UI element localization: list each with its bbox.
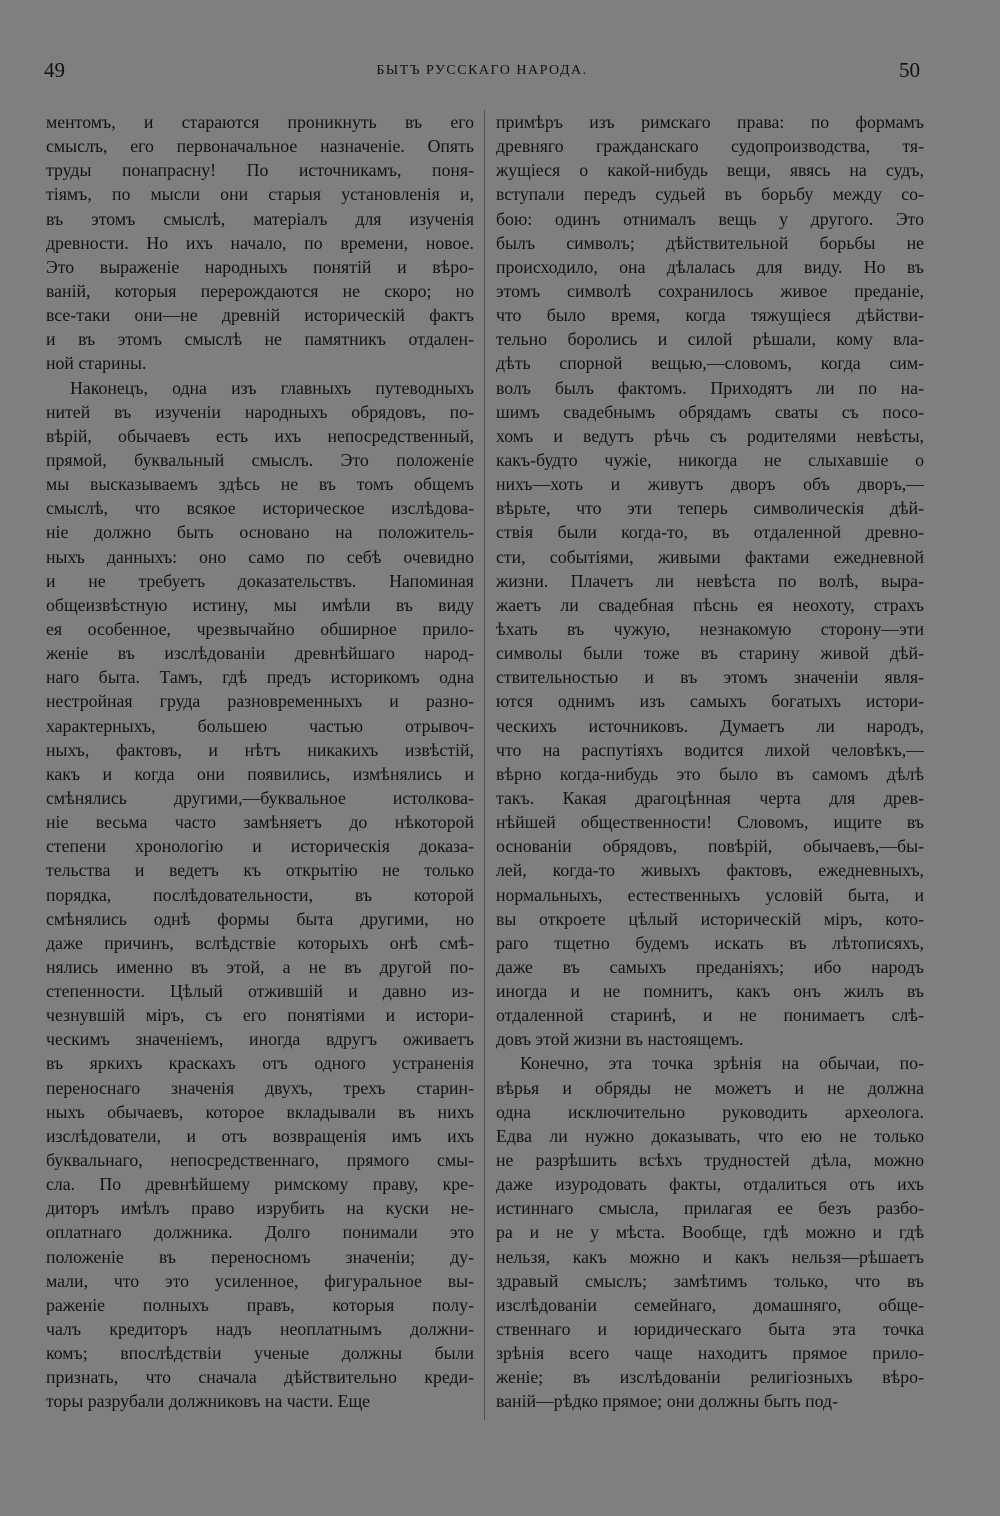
text-line: иногда и не помнитъ, какъ онъ жилъ въ xyxy=(496,981,924,1002)
text-line: не разрѣшить всѣхъ трудностей дѣла, можно xyxy=(496,1150,924,1171)
text-line: былъ символъ; дѣйствительной борьбы не xyxy=(496,232,924,253)
left-text-column xyxy=(46,110,474,1414)
text-line: ныхъ данныхъ: оно само по себѣ очевидно xyxy=(46,546,474,567)
text-line: ственнаго и юридическаго быта эта точка xyxy=(496,1319,924,1340)
text-line: такъ. Какая драгоцѣнная черта для древ- xyxy=(496,787,924,808)
text-line: вѣрій, обычаевъ есть ихъ непосредственный, xyxy=(46,425,474,446)
text-line: ея особенное, чрезвычайно обширное прило- xyxy=(46,618,474,639)
text-line: лей, когда-то живыхъ фактовъ, ежедневныхъ, xyxy=(496,860,924,881)
text-line: мали, что это усиленное, фигуральное вы- xyxy=(46,1270,474,1291)
text-line: раженіе полныхъ правъ, которыя полу- xyxy=(46,1294,474,1315)
text-line: тельно боролись и силой рѣшали, кому вла- xyxy=(496,329,924,350)
text-line: ются однимъ изъ самыхъ богатыхъ истори- xyxy=(496,691,924,712)
text-line: ваній, которыя перерождаются не скоро; но xyxy=(46,280,474,301)
text-line: смѣнялись другими,—буквальное истолкова- xyxy=(46,787,474,808)
text-line: нормальныхъ, естественныхъ условій быта, и xyxy=(496,884,924,905)
text-line: и не требуетъ доказательствъ. Напоминая xyxy=(46,570,474,591)
text-line: нѣйшей общественности! Словомъ, ищите въ xyxy=(496,812,924,833)
text-line: оплатнаго должника. Долго понимали это xyxy=(46,1222,474,1243)
text-line: бою: одинъ отнималъ вещь у другого. Это xyxy=(496,208,924,229)
page-header xyxy=(44,58,920,84)
text-line: признать, что сначала дѣйствительно креди- xyxy=(46,1367,474,1388)
text-line: положеніе въ переносномъ значеніи; ду- xyxy=(46,1246,474,1267)
text-line: одна исключительно руководить археолога. xyxy=(496,1101,924,1122)
right-page-number: 50 xyxy=(899,58,920,82)
text-line: труды понапрасну! По источникамъ, поня- xyxy=(46,160,474,181)
text-line: женіе въ изслѣдованіи древнѣйшаго народ- xyxy=(46,643,474,664)
column-divider xyxy=(484,110,485,1420)
text-line: вѣрья и обряды не можетъ и не должна xyxy=(496,1077,924,1098)
text-line: происходило, она дѣлалась для виду. Но въ xyxy=(496,256,924,277)
text-line: чалъ кредиторъ надъ неоплатнымъ должни- xyxy=(46,1319,474,1340)
text-line: отдаленной старинѣ, и не понимаетъ слѣ- xyxy=(496,1005,924,1026)
text-line: вступали передъ судьей въ борьбу между со- xyxy=(496,184,924,205)
text-line: истиннаго смысла, прилагая ее безъ разбо- xyxy=(496,1198,924,1219)
text-line: смыслъ, его первоначальное назначеніе. Опять xyxy=(46,136,474,157)
text-line: нихъ—хоть и живутъ дворъ объ дворъ,— xyxy=(496,474,924,495)
text-line: жущіеся о какой-нибудь вещи, явясь на судъ, xyxy=(496,160,924,181)
text-line: вѣрно когда-нибудь это было въ самомъ дѣлѣ xyxy=(496,763,924,784)
text-line: изслѣдованіи семейнаго, домашняго, обще- xyxy=(496,1294,924,1315)
text-line: вѣрьте, что эти теперь символическія дѣй- xyxy=(496,498,924,519)
text-line: комъ; впослѣдствіи ученые должны были xyxy=(46,1343,474,1364)
text-line: что было время, когда тяжущіеся дѣйстви- xyxy=(496,305,924,326)
text-line: нялись именно въ этой, а не въ другой по- xyxy=(46,956,474,977)
text-line: шимъ свадебнымъ обрядамъ сваты съ посо- xyxy=(496,401,924,422)
text-line: довъ этой жизни въ настоящемъ. xyxy=(496,1029,744,1050)
text-line: мы высказываемъ здѣсь не въ томъ общемъ xyxy=(46,474,474,495)
text-line: даже изуродовать факты, отдалиться отъ ихъ xyxy=(496,1174,924,1195)
text-line: ніе весьма часто замѣняетъ до нѣкоторой xyxy=(46,812,474,833)
text-line: ваній—рѣдко прямое; они должны быть под- xyxy=(496,1391,839,1412)
text-line: Едва ли нужно доказывать, что ею не только xyxy=(496,1125,924,1146)
text-line: степени хронологію и историческія доказа- xyxy=(46,836,474,857)
text-line: порядка, послѣдовательности, въ которой xyxy=(46,884,474,905)
text-line: прямой, буквальный смыслъ. Это положеніе xyxy=(46,449,474,470)
text-line: дѣть спорной вещью,—словомъ, когда сим- xyxy=(496,353,924,374)
text-line: тельства и ведетъ къ открытію не только xyxy=(46,860,474,881)
text-line: этомъ символѣ сохранилось живое преданіе, xyxy=(496,280,924,301)
text-line: женіе; въ изслѣдованіи религіозныхъ вѣро- xyxy=(496,1367,924,1388)
text-line: степенности. Цѣлый отжившій и давно из- xyxy=(46,981,474,1002)
text-line: все-таки они—не древній историческій фактъ xyxy=(46,305,474,326)
text-line: сла. По древнѣйшему римскому праву, кре- xyxy=(46,1174,474,1195)
text-line: буквальнаго, непосредственнаго, прямого смы- xyxy=(46,1150,474,1171)
text-line: ныхъ обычаевъ, которое вкладывали въ нихъ xyxy=(46,1101,474,1122)
text-line: въ яркихъ краскахъ отъ одного устраненія xyxy=(46,1053,474,1074)
text-line: жизни. Плачетъ ли невѣста по волѣ, выра- xyxy=(496,570,924,591)
text-line: раго тщетно будемъ искать въ лѣтописяхъ, xyxy=(496,932,924,953)
text-line: древности. Но ихъ начало, по времени, новое. xyxy=(46,232,474,253)
text-line: Конечно, эта точка зрѣнія на обычаи, по- xyxy=(520,1053,924,1074)
text-line: ніе должно быть основано на положитель- xyxy=(46,522,474,543)
text-line: ныхъ, фактовъ, и нѣтъ никакихъ извѣстій, xyxy=(46,739,474,760)
text-line: символы были тоже въ старину живой дѣй- xyxy=(496,643,924,664)
text-line: въ этомъ смыслѣ, матеріалъ для изученія xyxy=(46,208,474,229)
text-line: чезнувшій міръ, съ его понятіями и истори- xyxy=(46,1005,474,1026)
text-line: ной старины. xyxy=(46,353,147,374)
text-line: даже причинъ, вслѣдствіе которыхъ онѣ смѣ- xyxy=(46,932,474,953)
text-line: переноснаго значенія двухъ, трехъ старин- xyxy=(46,1077,474,1098)
text-line: нестройная груда разновременныхъ и разно- xyxy=(46,691,474,712)
text-line: диторъ имѣлъ право изрубить на куски не- xyxy=(46,1198,474,1219)
text-line: зрѣнія всего чаще находитъ прямое прило- xyxy=(496,1343,924,1364)
text-line: хомъ и ведутъ рѣчь съ родителями невѣсты, xyxy=(496,425,924,446)
text-line: характерныхъ, большею частью отрывоч- xyxy=(46,715,474,736)
text-line: ментомъ, и стараются проникнуть въ его xyxy=(46,112,474,132)
text-line: наго быта. Тамъ, гдѣ предъ историкомъ одна xyxy=(46,667,474,688)
text-line: ческихъ источниковъ. Думаетъ ли народъ, xyxy=(496,715,924,736)
text-line: ствительностью и въ этомъ значеніи явля- xyxy=(496,667,924,688)
text-line: общеизвѣстную истину, мы имѣли въ виду xyxy=(46,594,474,615)
text-line: нельзя, какъ можно и какъ нельзя—рѣшаетъ xyxy=(496,1246,924,1267)
text-line: торы разрубали должниковъ на части. Еще xyxy=(46,1391,371,1412)
text-line: и въ этомъ смыслѣ не памятникъ отдален- xyxy=(46,329,474,350)
left-page-number: 49 xyxy=(44,58,65,82)
running-title: БЫТЪ РУССКАГО НАРОДА. xyxy=(376,63,588,78)
text-line: изслѣдователи, и отъ возвращенія имъ ихъ xyxy=(46,1125,474,1146)
text-line: ра и не у мѣста. Вообще, гдѣ можно и гдѣ xyxy=(496,1222,924,1243)
text-line: какъ-будто чужіе, никогда не слыхавшіе о xyxy=(496,449,924,470)
right-text-column xyxy=(496,110,924,1414)
text-line: основаніи обрядовъ, повѣрій, обычаевъ,—бы- xyxy=(496,836,924,857)
text-line: волъ былъ фактомъ. Приходятъ ли по на- xyxy=(496,377,924,398)
text-line: ческимъ значеніемъ, иногда вдругъ оживаетъ xyxy=(46,1029,474,1050)
text-line: тіямъ, по мысли они старыя установленія и, xyxy=(46,184,474,205)
text-line: примѣръ изъ римскаго права: по формамъ xyxy=(496,112,924,132)
text-line: смыслѣ, что всякое историческое изслѣдова- xyxy=(46,498,474,519)
text-line: сти, событіями, живыми фактами ежедневной xyxy=(496,546,924,567)
text-line: древняго гражданскаго судопроизводства, тя- xyxy=(496,136,924,157)
text-line: даже въ самыхъ преданіяхъ; ибо народъ xyxy=(496,956,924,977)
text-line: ствія были когда-то, въ отдаленной древно- xyxy=(496,522,924,543)
text-line: смѣнялись однѣ формы быта другими, но xyxy=(46,908,474,929)
text-line: нитей въ изученіи народныхъ обрядовъ, по- xyxy=(46,401,474,422)
text-line: ѣхать въ чужую, незнакомую сторону—эти xyxy=(496,618,924,639)
text-line: что на распутіяхъ водится лихой человѣкъ,— xyxy=(496,739,924,760)
text-line: Это выраженіе народныхъ понятій и вѣро- xyxy=(46,256,474,277)
text-line: здравый смыслъ; замѣтимъ только, что въ xyxy=(496,1270,924,1291)
text-line: жаетъ ли свадебная пѣснь ея неохоту, страхъ xyxy=(496,594,924,615)
text-line: какъ и когда они появились, измѣнялись и xyxy=(46,763,474,784)
text-line: вы откроете цѣлый историческій міръ, кото- xyxy=(496,908,924,929)
text-line: Наконецъ, одна изъ главныхъ путеводныхъ xyxy=(70,377,474,398)
